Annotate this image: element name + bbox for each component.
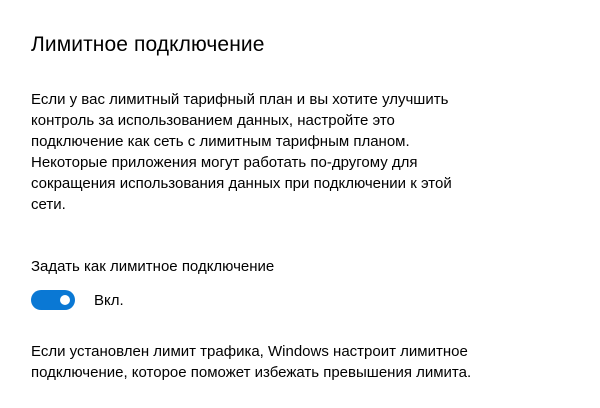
description-line: сокращения использования данных при подключении к этой xyxy=(31,175,452,192)
toggle-knob xyxy=(60,295,70,305)
footer-note xyxy=(31,341,571,383)
description-line: Если у вас лимитный тарифный план и вы хотите улучшить xyxy=(31,91,449,108)
description-line: подключение как сеть с лимитным тарифным планом. xyxy=(31,133,410,150)
toggle-state-label: Вкл. xyxy=(94,291,124,309)
note-line: подключение, которое поможет избежать превышения лимита. xyxy=(31,364,472,381)
section-title: Лимитное подключение xyxy=(31,33,265,56)
description-line: контроль за использованием данных, настройте это xyxy=(31,112,395,129)
section-description xyxy=(31,89,551,215)
note-line: Если установлен лимит трафика, Windows настроит лимитное xyxy=(31,343,468,360)
description-line: Некоторые приложения могут работать по-другому для xyxy=(31,154,418,171)
metered-toggle-row xyxy=(31,289,124,311)
metered-connection-toggle[interactable] xyxy=(31,290,75,310)
description-line: сети. xyxy=(31,196,66,213)
metered-setting-label: Задать как лимитное подключение xyxy=(31,258,275,275)
